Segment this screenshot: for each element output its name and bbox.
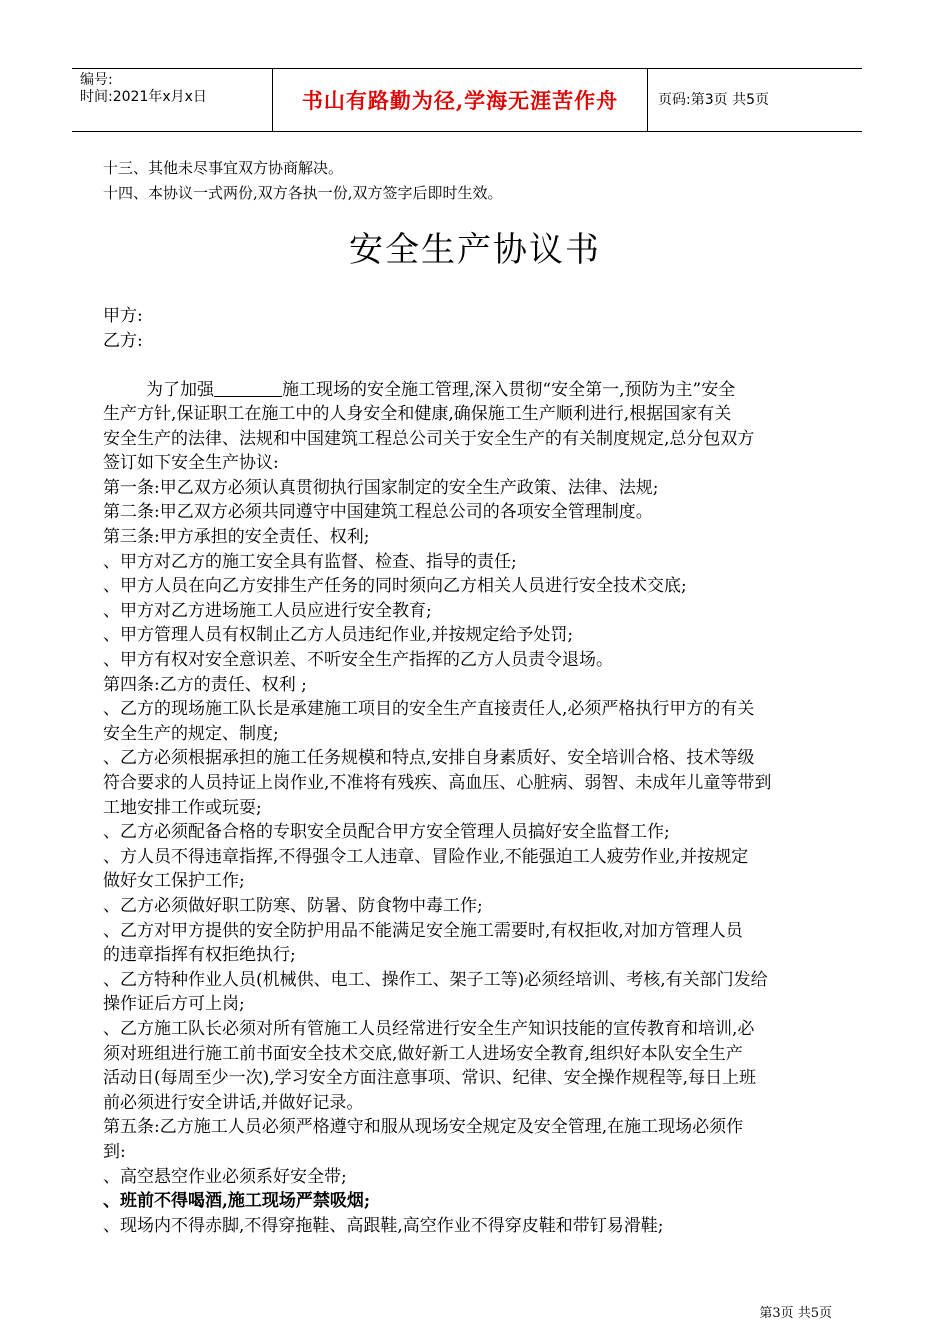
body-line: 第五条:乙方施工人员必须严格遵守和服从现场安全规定及安全管理,在施工现场必须作	[103, 1117, 744, 1138]
body-line: 符合要求的人员持证上岗作业,不准将有残疾、高血压、心脏病、弱智、未成年儿童等带到	[103, 773, 772, 793]
body-line: 做好女工保护工作;	[103, 871, 245, 892]
body-line: 、甲方有权对安全意识差、不听安全生产指挥的乙方人员责令退场。	[103, 650, 613, 670]
body-line: 安全生产的规定、制度;	[103, 723, 279, 744]
preamble-start: 为了加强	[146, 380, 214, 400]
body-line: 、乙方施工队长必须对所有管施工人员经常进行安全生产知识技能的宣传教育和培训,必	[103, 1019, 755, 1039]
body-line: 、乙方特种作业人员(机械供、电工、操作工、架子工等)必须经培训、考核,有关部门发给	[103, 969, 768, 990]
page-footer: 第3页 共5页	[759, 1306, 832, 1321]
body-line: 生产方针,保证职工在施工中的人身安全和健康,确保施工生产顺利进行,根据国家有关	[103, 404, 732, 424]
preamble-first-line	[146, 380, 735, 400]
document-time-label: 时间:2021年x月x日	[80, 89, 207, 105]
body-line: 、甲方人员在向乙方安排生产任务的同时须向乙方相关人员进行安全技术交底;	[103, 576, 687, 597]
document-title: 安全生产协议书	[349, 230, 601, 270]
body-line: 安全生产的法律、法规和中国建筑工程总公司关于安全生产的有关制度规定,总分包双方	[103, 428, 755, 449]
body-line: 前必须进行安全讲话,并做好记录。	[103, 1092, 364, 1113]
body-line: 、乙方必须做好职工防寒、防暑、防食物中毒工作;	[103, 896, 483, 916]
header-page-info: 页码:第3页 共5页	[658, 92, 769, 108]
body-line: 、高空悬空作业必须系好安全带;	[103, 1166, 347, 1187]
body-line: 签订如下安全生产协议:	[103, 453, 279, 474]
header-meta-cell	[72, 69, 272, 131]
header-motto-cell	[272, 69, 648, 131]
body-line: 活动日(每周至少一次),学习安全方面注意事项、常识、纪律、安全操作规程等,每日上班	[103, 1068, 757, 1089]
header-motto: 书山有路勤为径,学海无涯苦作舟	[301, 88, 619, 113]
body-line: 、方人员不得违章指挥,不得强令工人违章、冒险作业,不能强迫工人疲劳作业,并按规定	[103, 846, 749, 867]
body-line: 的违章指挥有权拒绝执行;	[103, 945, 296, 966]
blank-fill-line	[214, 380, 282, 397]
preamble-rest: 施工现场的安全施工管理,深入贯彻“安全第一,预防为主”安全	[282, 380, 736, 400]
body-line: 、乙方必须配备合格的专职安全员配合甲方安全管理人员搞好安全监督工作;	[103, 822, 670, 843]
body-line: 到:	[103, 1142, 126, 1162]
body-line: 、班前不得喝酒,施工现场严禁吸烟;	[103, 1191, 371, 1212]
body-line: 、乙方的现场施工队长是承建施工项目的安全生产直接责任人,必须严格执行甲方的有关	[103, 699, 755, 720]
body-line: 第二条:甲乙双方必须共同遵守中国建筑工程总公司的各项安全管理制度。	[103, 502, 653, 523]
body-line: 须对班组进行施工前书面安全技术交底,做好新工人进场安全教育,组织好本队安全生产	[103, 1043, 743, 1064]
header-page-cell	[648, 69, 862, 131]
body-line: 、现场内不得赤脚,不得穿拖鞋、高跟鞋,高空作业不得穿皮鞋和带钉易滑鞋;	[103, 1215, 664, 1236]
clause-13: 十三、其他未尽事宜双方协商解决。	[103, 159, 344, 177]
body-line: 、甲方管理人员有权制止乙方人员违纪作业,并按规定给予处罚;	[103, 625, 574, 646]
party-b-label: 乙方:	[103, 331, 143, 351]
body-line: 工地安排工作或玩耍;	[103, 797, 262, 818]
party-a-label: 甲方:	[103, 306, 143, 326]
body-line: 操作证后方可上岗;	[103, 994, 245, 1015]
body-line: 、甲方对乙方的施工安全具有监督、检查、指导的责任;	[103, 551, 517, 572]
document-number-label: 编号:	[80, 72, 113, 88]
body-line: 、乙方对甲方提供的安全防护用品不能满足安全施工需要时,有权拒收,对加方管理人员	[103, 920, 743, 941]
body-line: 、乙方必须根据承担的施工任务规模和特点,安排自身素质好、安全培训合格、技术等级	[103, 748, 755, 769]
body-line: 第三条:甲方承担的安全责任、权利;	[103, 527, 370, 547]
page-header	[72, 68, 862, 132]
clause-14: 十四、本协议一式两份,双方各执一份,双方签字后即时生效。	[103, 184, 503, 202]
body-line: 、甲方对乙方进场施工人员应进行安全教育;	[103, 600, 432, 621]
body-line: 第四条:乙方的责任、权利 ;	[103, 674, 307, 695]
body-line: 第一条:甲乙双方必须认真贯彻执行国家制定的安全生产政策、法律、法规;	[103, 477, 659, 498]
